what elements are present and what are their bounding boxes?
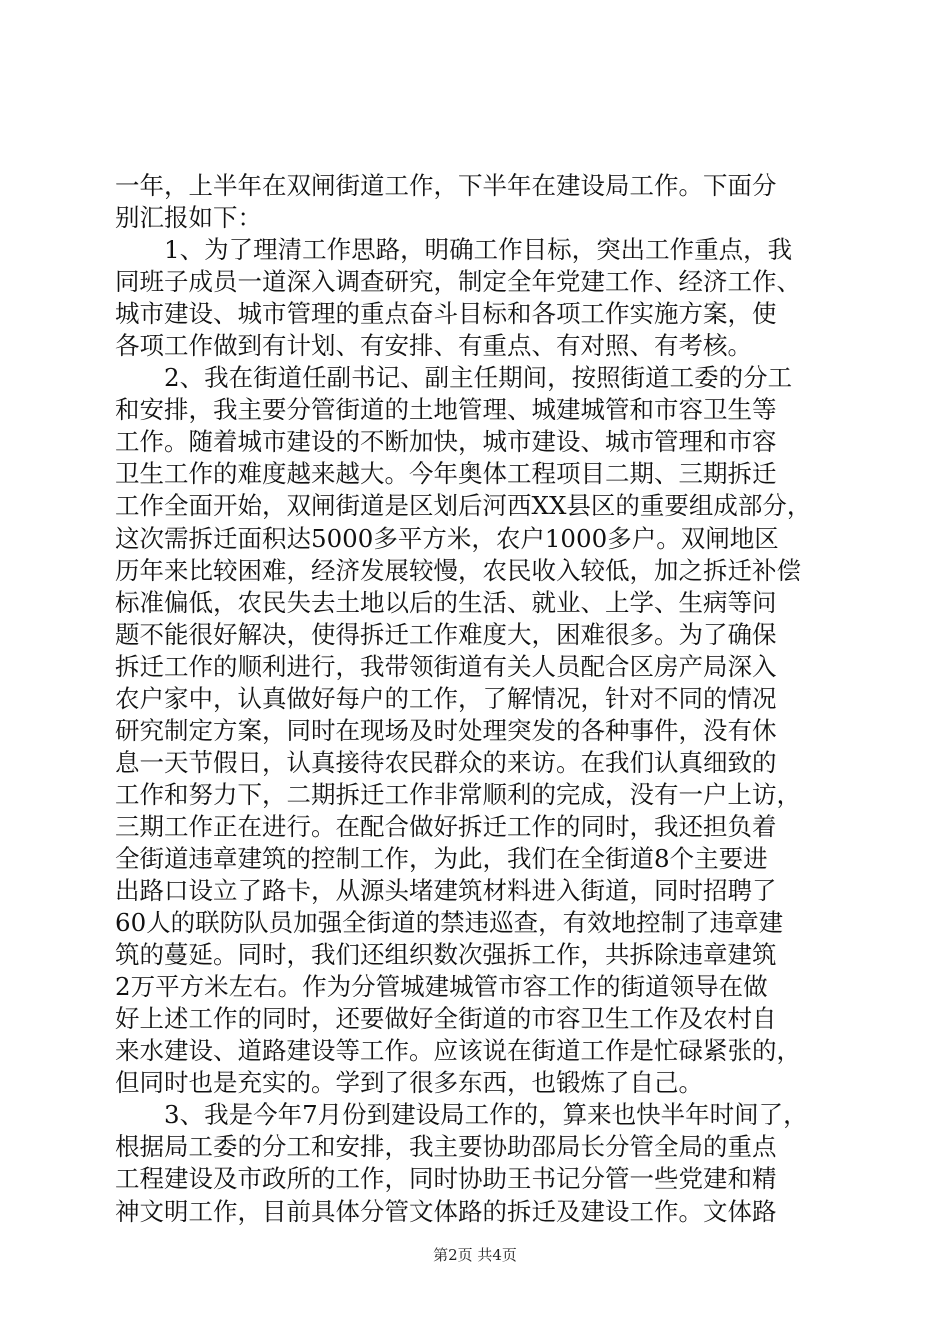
text-line: 根据局工委的分工和安排，我主要协助邵局长分管全局的重点 xyxy=(115,1132,777,1162)
text-line: 各项工作做到有计划、有安排、有重点、有对照、有考核。 xyxy=(115,331,752,361)
text-line: 但同时也是充实的。学到了很多东西，也锻炼了自己。 xyxy=(115,1068,703,1098)
text-line: 神文明工作，目前具体分管文体路的拆迁及建设工作。文体路 xyxy=(115,1196,777,1226)
text-line: 工作和努力下，二期拆迁工作非常顺利的完成，没有一户上访， xyxy=(115,779,801,809)
text-line: 别汇报如下： xyxy=(115,203,262,233)
text-line: 60人的联防队员加强全街道的禁违巡查，有效地控制了违章建 xyxy=(115,908,784,938)
text-line: 筑的蔓延。同时，我们还组织数次强拆工作，共拆除违章建筑 xyxy=(115,940,777,970)
text-line: 1、为了理清工作思路，明确工作目标，突出工作重点，我 xyxy=(115,235,793,265)
text-line: 2万平方米左右。作为分管城建城管市容工作的街道领导在做 xyxy=(115,972,768,1002)
text-line: 工作全面开始，双闸街道是区划后河西XX县区的重要组成部分， xyxy=(115,491,812,521)
text-line: 全街道违章建筑的控制工作，为此，我们在全街道8个主要进 xyxy=(115,843,768,873)
text-line: 这次需拆迁面积达5000多平方米，农户1000多户。双闸地区 xyxy=(115,523,779,553)
page-footer: 第2页 共4页 xyxy=(433,1246,517,1264)
text-line: 2、我在街道任副书记、副主任期间，按照街道工委的分工 xyxy=(115,363,793,393)
text-line: 息一天节假日，认真接待农民群众的来访。在我们认真细致的 xyxy=(115,747,777,777)
text-line: 历年来比较困难，经济发展较慢，农民收入较低，加之拆迁补偿 xyxy=(115,555,801,585)
text-line: 工程建设及市政所的工作，同时协助王书记分管一些党建和精 xyxy=(115,1164,777,1194)
text-line: 农户家中，认真做好每户的工作，了解情况，针对不同的情况 xyxy=(115,683,777,713)
text-line: 和安排，我主要分管街道的土地管理、城建城管和市容卫生等 xyxy=(115,395,777,425)
document-body xyxy=(115,170,855,1228)
text-line: 工作。随着城市建设的不断加快，城市建设、城市管理和市容 xyxy=(115,427,777,457)
text-line: 三期工作正在进行。在配合做好拆迁工作的同时，我还担负着 xyxy=(115,811,777,841)
text-line: 3、我是今年7月份到建设局工作的，算来也快半年时间了， xyxy=(115,1100,808,1130)
text-line: 题不能很好解决，使得拆迁工作难度大，困难很多。为了确保 xyxy=(115,619,777,649)
text-line: 同班子成员一道深入调查研究，制定全年党建工作、经济工作、 xyxy=(115,267,801,297)
text-line: 研究制定方案，同时在现场及时处理突发的各种事件，没有休 xyxy=(115,715,777,745)
text-line: 卫生工作的难度越来越大。今年奥体工程项目二期、三期拆迁 xyxy=(115,459,777,489)
text-line: 拆迁工作的顺利进行，我带领街道有关人员配合区房产局深入 xyxy=(115,651,777,681)
text-line: 好上述工作的同时，还要做好全街道的市容卫生工作及农村自 xyxy=(115,1004,777,1034)
text-line: 来水建设、道路建设等工作。应该说在街道工作是忙碌紧张的， xyxy=(115,1036,801,1066)
text-line: 出路口设立了路卡，从源头堵建筑材料进入街道，同时招聘了 xyxy=(115,876,777,906)
text-line: 一年，上半年在双闸街道工作，下半年在建设局工作。下面分 xyxy=(115,171,777,200)
text-line: 城市建设、城市管理的重点奋斗目标和各项工作实施方案，使 xyxy=(115,299,777,329)
text-line: 标准偏低，农民失去土地以后的生活、就业、上学、生病等问 xyxy=(115,587,777,617)
